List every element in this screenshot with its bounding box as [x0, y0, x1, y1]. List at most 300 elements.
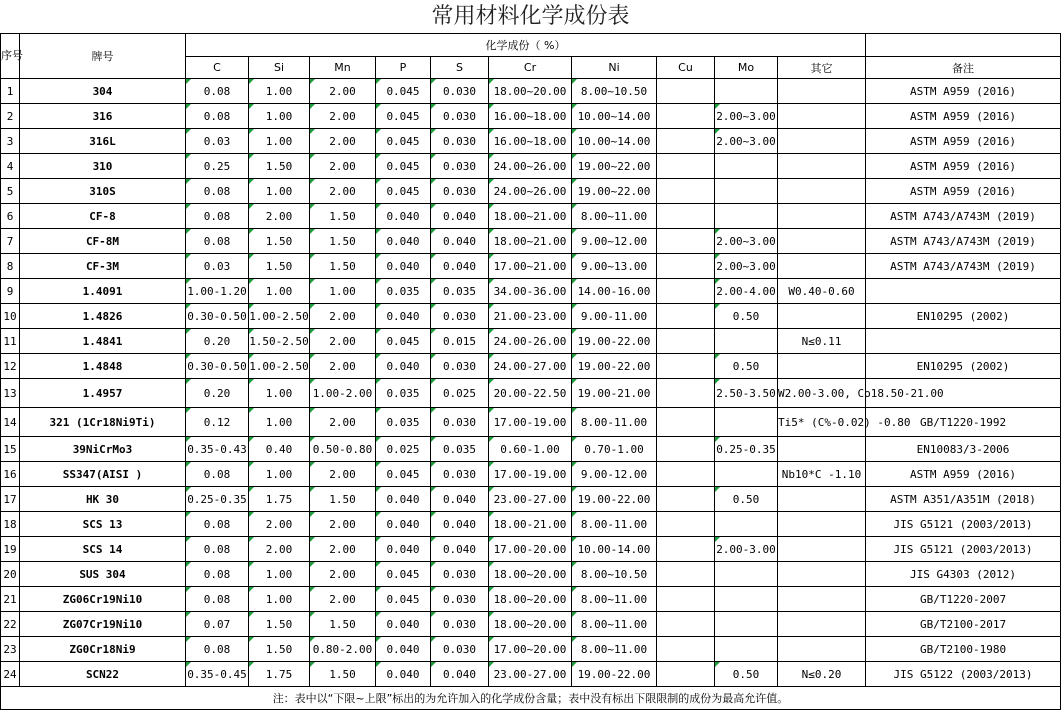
header-element-c: C [186, 57, 249, 79]
row-number: 8 [1, 254, 20, 279]
mo-cell [715, 637, 778, 662]
mn-cell: 2.00 [310, 354, 376, 379]
ni-cell: 9.00~12.00 [572, 229, 657, 254]
other-cell [778, 129, 866, 154]
other-cell [778, 104, 866, 129]
s-cell: 0.030 [431, 104, 489, 129]
mn-cell: 2.00 [310, 79, 376, 104]
cr-cell: 17.00~21.00 [489, 254, 572, 279]
row-number: 5 [1, 179, 20, 204]
header-element-mn: Mn [310, 57, 376, 79]
p-cell: 0.045 [376, 154, 431, 179]
si-cell: 2.00 [249, 537, 310, 562]
other-cell [778, 254, 866, 279]
header-element-si: Si [249, 57, 310, 79]
mo-cell [715, 587, 778, 612]
note-cell: JIS G5122 (2003/2013) [866, 662, 1061, 687]
note-cell: ASTM A743/A743M (2019) [866, 229, 1061, 254]
mo-cell [715, 612, 778, 637]
cu-cell [657, 562, 715, 587]
table-row [1, 562, 1061, 587]
s-cell: 0.040 [431, 487, 489, 512]
row-number: 14 [1, 408, 20, 437]
cu-cell [657, 437, 715, 462]
c-cell: 0.08 [186, 562, 249, 587]
row-number: 10 [1, 304, 20, 329]
p-cell: 0.045 [376, 179, 431, 204]
s-cell: 0.040 [431, 229, 489, 254]
table-row [1, 279, 1061, 304]
p-cell: 0.040 [376, 254, 431, 279]
cu-cell [657, 329, 715, 354]
mn-cell: 2.00 [310, 537, 376, 562]
ni-cell: 8.00~10.50 [572, 79, 657, 104]
row-number: 11 [1, 329, 20, 354]
c-cell: 0.30-0.50 [186, 354, 249, 379]
mo-cell: 0.50 [715, 487, 778, 512]
c-cell: 0.25 [186, 154, 249, 179]
mo-cell [715, 562, 778, 587]
mn-cell: 2.00 [310, 562, 376, 587]
c-cell: 0.08 [186, 512, 249, 537]
row-number: 9 [1, 279, 20, 304]
ni-cell: 0.70-1.00 [572, 437, 657, 462]
s-cell: 0.030 [431, 612, 489, 637]
mn-cell: 1.00 [310, 279, 376, 304]
cr-cell: 18.00~20.00 [489, 562, 572, 587]
row-number: 13 [1, 379, 20, 408]
table-row [1, 512, 1061, 537]
ni-cell: 19.00-22.00 [572, 662, 657, 687]
ni-cell: 19.00-22.00 [572, 354, 657, 379]
ni-cell: 8.00-11.00 [572, 408, 657, 437]
ni-cell: 10.00~14.00 [572, 104, 657, 129]
c-cell: 0.35-0.45 [186, 662, 249, 687]
si-cell: 1.00 [249, 129, 310, 154]
cr-cell: 18.00~21.00 [489, 229, 572, 254]
other-cell [778, 587, 866, 612]
s-cell: 0.040 [431, 537, 489, 562]
s-cell: 0.035 [431, 437, 489, 462]
s-cell: 0.030 [431, 562, 489, 587]
grade-cell: CF-8M [20, 229, 186, 254]
p-cell: 0.045 [376, 562, 431, 587]
table-row [1, 408, 1061, 437]
other-cell [778, 204, 866, 229]
mo-cell: 2.00~3.00 [715, 104, 778, 129]
p-cell: 0.040 [376, 304, 431, 329]
cu-cell [657, 204, 715, 229]
cu-cell [657, 279, 715, 304]
mn-cell: 1.50 [310, 612, 376, 637]
cu-cell [657, 637, 715, 662]
cr-cell: 23.00-27.00 [489, 662, 572, 687]
header-seq: 序号 [1, 34, 20, 79]
header-element-ni: Ni [572, 57, 657, 79]
table-row [1, 379, 1061, 408]
mn-cell: 1.00-2.00 [310, 379, 376, 408]
mn-cell: 2.00 [310, 179, 376, 204]
grade-cell: SS347(AISI ) [20, 462, 186, 487]
note-cell: ASTM A959 (2016) [866, 462, 1061, 487]
note-cell [866, 279, 1061, 304]
cu-cell [657, 462, 715, 487]
other-cell [778, 179, 866, 204]
mn-cell: 2.00 [310, 408, 376, 437]
cr-cell: 24.00~26.00 [489, 179, 572, 204]
note-cell: EN10295 (2002) [866, 354, 1061, 379]
cr-cell: 24.00-26.00 [489, 329, 572, 354]
c-cell: 0.20 [186, 379, 249, 408]
mn-cell: 0.80-2.00 [310, 637, 376, 662]
grade-cell: 39NiCrMo3 [20, 437, 186, 462]
cr-cell: 18.00~20.00 [489, 587, 572, 612]
mo-cell: 2.00-4.00 [715, 279, 778, 304]
other-cell [778, 612, 866, 637]
note-cell: EN10295 (2002) [866, 304, 1061, 329]
c-cell: 0.20 [186, 329, 249, 354]
si-cell: 1.00-2.50 [249, 354, 310, 379]
composition-table [0, 33, 1061, 710]
s-cell: 0.030 [431, 179, 489, 204]
cu-cell [657, 179, 715, 204]
table-row [1, 587, 1061, 612]
cu-cell [657, 408, 715, 437]
table-row [1, 537, 1061, 562]
ni-cell: 8.00-11.00 [572, 512, 657, 537]
cr-cell: 18.00~21.00 [489, 204, 572, 229]
cr-cell: 24.00-27.00 [489, 354, 572, 379]
row-number: 17 [1, 487, 20, 512]
c-cell: 0.08 [186, 204, 249, 229]
ni-cell: 10.00~14.00 [572, 129, 657, 154]
ni-cell: 19.00-22.00 [572, 329, 657, 354]
row-number: 3 [1, 129, 20, 154]
c-cell: 1.00-1.20 [186, 279, 249, 304]
table-row [1, 437, 1061, 462]
cu-cell [657, 254, 715, 279]
other-cell [778, 354, 866, 379]
mo-cell [715, 179, 778, 204]
si-cell: 1.00 [249, 462, 310, 487]
si-cell: 1.00 [249, 379, 310, 408]
ni-cell: 8.00~11.00 [572, 204, 657, 229]
table-row [1, 612, 1061, 637]
grade-cell: SCS 13 [20, 512, 186, 537]
c-cell: 0.08 [186, 462, 249, 487]
s-cell: 0.035 [431, 279, 489, 304]
p-cell: 0.035 [376, 379, 431, 408]
p-cell: 0.045 [376, 129, 431, 154]
table-row [1, 104, 1061, 129]
s-cell: 0.015 [431, 329, 489, 354]
row-number: 16 [1, 462, 20, 487]
mo-cell [715, 204, 778, 229]
other-cell: Nb10*C -1.10 [778, 462, 866, 487]
si-cell: 1.50 [249, 229, 310, 254]
other-cell [778, 79, 866, 104]
ni-cell: 9.00-12.00 [572, 462, 657, 487]
cr-cell: 18.00-21.00 [489, 512, 572, 537]
si-cell: 1.00 [249, 104, 310, 129]
header-element-cu: Cu [657, 57, 715, 79]
grade-cell: 1.4091 [20, 279, 186, 304]
cr-cell: 18.00~20.00 [489, 612, 572, 637]
grade-cell: 1.4841 [20, 329, 186, 354]
s-cell: 0.040 [431, 512, 489, 537]
c-cell: 0.08 [186, 229, 249, 254]
cu-cell [657, 379, 715, 408]
mn-cell: 1.50 [310, 229, 376, 254]
other-cell [778, 512, 866, 537]
s-cell: 0.030 [431, 129, 489, 154]
header-element-other: 其它 [778, 57, 866, 79]
si-cell: 1.75 [249, 662, 310, 687]
mo-cell [715, 408, 778, 437]
c-cell: 0.08 [186, 79, 249, 104]
si-cell: 1.00 [249, 79, 310, 104]
grade-cell: SUS 304 [20, 562, 186, 587]
mo-cell [715, 512, 778, 537]
cr-cell: 17.00-19.00 [489, 408, 572, 437]
p-cell: 0.045 [376, 104, 431, 129]
s-cell: 0.030 [431, 462, 489, 487]
grade-cell: 1.4826 [20, 304, 186, 329]
table-title: 常用材料化学成份表 [431, 4, 630, 29]
ni-cell: 8.00~11.00 [572, 612, 657, 637]
row-number: 20 [1, 562, 20, 587]
c-cell: 0.08 [186, 179, 249, 204]
table-row [1, 329, 1061, 354]
other-cell [778, 537, 866, 562]
mo-cell [715, 79, 778, 104]
mo-cell: 2.00~3.00 [715, 129, 778, 154]
ni-cell: 8.00~11.00 [572, 637, 657, 662]
mo-cell: 0.50 [715, 354, 778, 379]
si-cell: 1.00 [249, 562, 310, 587]
cu-cell [657, 104, 715, 129]
table-row [1, 662, 1061, 687]
si-cell: 2.00 [249, 204, 310, 229]
mn-cell: 0.50-0.80 [310, 437, 376, 462]
other-cell [778, 154, 866, 179]
table-row [1, 79, 1061, 104]
mn-cell: 2.00 [310, 154, 376, 179]
mn-cell: 2.00 [310, 329, 376, 354]
note-cell: GB/T2100-1980 [866, 637, 1061, 662]
footer-note: 注：表中以“下限~上限”标出的为允许加入的化学成份含量；表中没有标出下限限制的成份为最高允许值。 [1, 687, 1061, 710]
cr-cell: 17.00-20.00 [489, 537, 572, 562]
p-cell: 0.035 [376, 279, 431, 304]
mo-cell: 2.00-3.00 [715, 537, 778, 562]
grade-cell: ZG06Cr19Ni10 [20, 587, 186, 612]
si-cell: 1.75 [249, 487, 310, 512]
s-cell: 0.030 [431, 354, 489, 379]
ni-cell: 10.00-14.00 [572, 537, 657, 562]
mn-cell: 2.00 [310, 462, 376, 487]
c-cell: 0.07 [186, 612, 249, 637]
s-cell: 0.030 [431, 587, 489, 612]
si-cell: 1.00 [249, 279, 310, 304]
si-cell: 1.50 [249, 612, 310, 637]
cr-cell: 21.00-23.00 [489, 304, 572, 329]
s-cell: 0.040 [431, 254, 489, 279]
cu-cell [657, 229, 715, 254]
c-cell: 0.03 [186, 254, 249, 279]
other-cell [778, 637, 866, 662]
s-cell: 0.040 [431, 204, 489, 229]
c-cell: 0.08 [186, 104, 249, 129]
ni-cell: 8.00~11.00 [572, 587, 657, 612]
grade-cell: SCN22 [20, 662, 186, 687]
c-cell: 0.08 [186, 537, 249, 562]
mo-cell [715, 462, 778, 487]
table-row [1, 354, 1061, 379]
si-cell: 1.50 [249, 637, 310, 662]
cu-cell [657, 537, 715, 562]
p-cell: 0.040 [376, 204, 431, 229]
c-cell: 0.35-0.43 [186, 437, 249, 462]
cu-cell [657, 79, 715, 104]
grade-cell: CF-8 [20, 204, 186, 229]
si-cell: 1.00 [249, 587, 310, 612]
ni-cell: 9.00~13.00 [572, 254, 657, 279]
s-cell: 0.030 [431, 408, 489, 437]
mn-cell: 1.50 [310, 204, 376, 229]
s-cell: 0.025 [431, 379, 489, 408]
table-row [1, 204, 1061, 229]
ni-cell: 19.00~22.00 [572, 179, 657, 204]
header-note: 备注 [866, 57, 1061, 79]
other-cell [778, 562, 866, 587]
p-cell: 0.040 [376, 637, 431, 662]
p-cell: 0.040 [376, 229, 431, 254]
note-cell: ASTM A351/A351M (2018) [866, 487, 1061, 512]
mo-cell [715, 329, 778, 354]
p-cell: 0.040 [376, 512, 431, 537]
table-row [1, 229, 1061, 254]
cr-cell: 24.00~26.00 [489, 154, 572, 179]
table-row [1, 179, 1061, 204]
s-cell: 0.030 [431, 79, 489, 104]
table-row [1, 462, 1061, 487]
note-cell: GB/T1220-2007 [866, 587, 1061, 612]
grade-cell: ZG0Cr18Ni9 [20, 637, 186, 662]
p-cell: 0.045 [376, 587, 431, 612]
row-number: 23 [1, 637, 20, 662]
p-cell: 0.040 [376, 662, 431, 687]
mn-cell: 2.00 [310, 512, 376, 537]
cr-cell: 0.60-1.00 [489, 437, 572, 462]
header-composition: 化学成份（ %） [186, 34, 866, 57]
ni-cell: 19.00-22.00 [572, 487, 657, 512]
c-cell: 0.08 [186, 637, 249, 662]
mn-cell: 2.00 [310, 587, 376, 612]
si-cell: 2.00 [249, 512, 310, 537]
mn-cell: 2.00 [310, 304, 376, 329]
cr-cell: 16.00~18.00 [489, 129, 572, 154]
c-cell: 0.03 [186, 129, 249, 154]
row-number: 18 [1, 512, 20, 537]
other-cell [778, 437, 866, 462]
mo-cell: 0.25-0.35 [715, 437, 778, 462]
note-cell: ASTM A959 (2016) [866, 179, 1061, 204]
other-cell: Ti5* (C%-0.02) -0.80 [778, 408, 866, 437]
ni-cell: 14.00-16.00 [572, 279, 657, 304]
table-row [1, 154, 1061, 179]
s-cell: 0.030 [431, 637, 489, 662]
cu-cell [657, 304, 715, 329]
grade-cell: 304 [20, 79, 186, 104]
grade-cell: 321 (1Cr18Ni9Ti) [20, 408, 186, 437]
p-cell: 0.040 [376, 537, 431, 562]
row-number: 2 [1, 104, 20, 129]
note-cell: EN10083/3-2006 [866, 437, 1061, 462]
mn-cell: 1.50 [310, 254, 376, 279]
grade-cell: CF-3M [20, 254, 186, 279]
grade-cell: 316L [20, 129, 186, 154]
note-cell: JIS G4303 (2012) [866, 562, 1061, 587]
table-row [1, 254, 1061, 279]
other-cell [778, 487, 866, 512]
row-number: 6 [1, 204, 20, 229]
note-cell: ASTM A743/A743M (2019) [866, 254, 1061, 279]
note-cell: ASTM A959 (2016) [866, 129, 1061, 154]
p-cell: 0.035 [376, 408, 431, 437]
row-number: 1 [1, 79, 20, 104]
mo-cell: 2.00~3.00 [715, 254, 778, 279]
row-number: 7 [1, 229, 20, 254]
si-cell: 0.40 [249, 437, 310, 462]
si-cell: 1.00 [249, 179, 310, 204]
mn-cell: 1.50 [310, 487, 376, 512]
note-cell: ASTM A959 (2016) [866, 154, 1061, 179]
other-cell: N≤0.11 [778, 329, 866, 354]
cr-cell: 34.00-36.00 [489, 279, 572, 304]
other-cell [778, 229, 866, 254]
mo-cell: 2.00~3.00 [715, 229, 778, 254]
note-cell: GB/T2100-2017 [866, 612, 1061, 637]
ni-cell: 19.00-21.00 [572, 379, 657, 408]
cr-cell: 18.00~20.00 [489, 79, 572, 104]
p-cell: 0.040 [376, 487, 431, 512]
grade-cell: SCS 14 [20, 537, 186, 562]
c-cell: 0.08 [186, 587, 249, 612]
grade-cell: 310S [20, 179, 186, 204]
c-cell: 0.12 [186, 408, 249, 437]
row-number: 4 [1, 154, 20, 179]
note-cell: ASTM A743/A743M (2019) [866, 204, 1061, 229]
table-row [1, 304, 1061, 329]
cu-cell [657, 512, 715, 537]
grade-cell: HK 30 [20, 487, 186, 512]
header-element-mo: Mo [715, 57, 778, 79]
cu-cell [657, 354, 715, 379]
row-number: 19 [1, 537, 20, 562]
row-number: 21 [1, 587, 20, 612]
header-grade: 牌号 [20, 34, 186, 79]
cr-cell: 17.00~20.00 [489, 637, 572, 662]
si-cell: 1.50 [249, 254, 310, 279]
other-cell: W2.00-3.00, Co18.50-21.00 [778, 379, 866, 408]
note-cell: JIS G5121 (2003/2013) [866, 512, 1061, 537]
cr-cell: 16.00~18.00 [489, 104, 572, 129]
header-element-s: S [431, 57, 489, 79]
cu-cell [657, 662, 715, 687]
table-row [1, 637, 1061, 662]
cu-cell [657, 612, 715, 637]
s-cell: 0.030 [431, 304, 489, 329]
